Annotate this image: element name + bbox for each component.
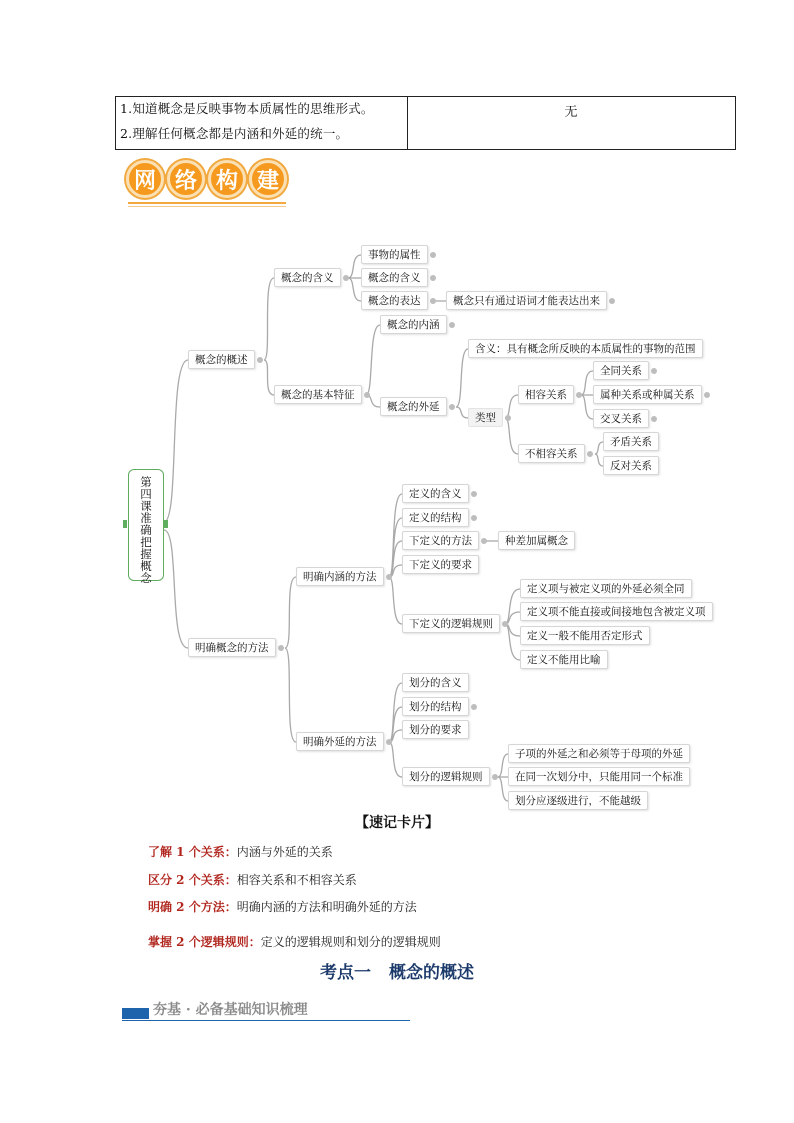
node-waiyan-ff xyxy=(296,732,384,751)
root-char: 课 xyxy=(140,499,152,513)
node-label: 矛盾关系 xyxy=(610,436,652,448)
node-hanyi2 xyxy=(361,268,428,287)
node-label: 种差加属概念 xyxy=(505,535,568,547)
card-line-text: 定义的逻辑规则和划分的逻辑规则 xyxy=(260,935,441,949)
node-shuxing xyxy=(361,245,428,264)
node-maodun xyxy=(603,432,659,451)
node-tezheng xyxy=(274,385,362,404)
root-char: 准 xyxy=(140,511,152,525)
card-line-text: 相容关系和不相容关系 xyxy=(236,873,357,887)
collapse-dot-icon xyxy=(502,621,508,627)
node-hf-yaoqiu xyxy=(402,720,469,739)
collapse-dot-icon xyxy=(471,491,477,497)
node-label: 定义不能用比喻 xyxy=(527,654,601,666)
section-title: 夯基 · 必备基础知识梳理 xyxy=(153,1002,308,1018)
node-xiangrong xyxy=(518,385,574,404)
collapse-dot-icon xyxy=(449,322,455,328)
root-char: 念 xyxy=(140,571,152,585)
node-label: 相容关系 xyxy=(525,389,567,401)
root-char: 第 xyxy=(140,475,152,489)
node-label: 概念的含义 xyxy=(368,272,421,284)
kaodian-title: 概念的概述 xyxy=(389,963,474,983)
collapse-dot-icon xyxy=(430,252,436,258)
section-underline xyxy=(122,1020,410,1021)
node-hf-hanyi xyxy=(402,673,469,692)
node-label: 下定义的要求 xyxy=(409,559,472,571)
node-label: 事物的属性 xyxy=(368,249,421,261)
node-label: 划分的结构 xyxy=(409,701,462,713)
node-hf-r2 xyxy=(508,767,690,786)
node-label: 不相容关系 xyxy=(525,448,578,460)
collapse-dot-icon xyxy=(430,298,436,304)
node-dy-r1 xyxy=(520,579,692,598)
node-label: 定义一般不能用否定形式 xyxy=(527,630,643,642)
collapse-dot-icon xyxy=(430,275,436,281)
node-label: 在同一次划分中，只能用同一个标准 xyxy=(515,771,683,783)
kaodian-heading xyxy=(0,958,794,983)
card-line-label: 了解 1 个关系： xyxy=(148,845,237,859)
node-biaoda xyxy=(361,291,428,310)
node-label: 概念的基本特征 xyxy=(281,389,355,401)
card-line-text: 明确内涵的方法和明确外延的方法 xyxy=(236,900,417,914)
node-label: 明确外延的方法 xyxy=(303,736,377,748)
collapse-dot-icon xyxy=(364,392,370,398)
node-buxiangrong xyxy=(518,444,585,463)
node-quantong xyxy=(593,361,649,380)
collapse-dot-icon xyxy=(343,275,349,281)
section-header xyxy=(122,999,410,1021)
card-line-3 xyxy=(148,898,417,915)
node-hf-jiegou xyxy=(402,697,469,716)
node-leixing xyxy=(468,408,503,427)
node-label: 类型 xyxy=(475,412,496,424)
root-char: 把 xyxy=(140,535,152,549)
node-label: 明确概念的方法 xyxy=(195,642,269,654)
card-line-label: 区分 2 个关系： xyxy=(148,873,237,887)
banner-char-2: 络 xyxy=(167,160,205,198)
kaodian-label: 考点一 xyxy=(320,963,371,983)
collapse-dot-icon xyxy=(471,704,477,710)
node-dy-guize xyxy=(402,614,500,633)
collapse-dot-icon xyxy=(257,357,263,363)
node-label: 概念的含义 xyxy=(281,272,334,284)
node-hf-r1 xyxy=(508,744,690,763)
mindmap-root xyxy=(128,469,164,585)
collapse-dot-icon xyxy=(651,416,657,422)
objective-line-2: 2.理解任何概念都是内涵和外延的统一。 xyxy=(120,126,349,141)
node-biaoda-note xyxy=(446,291,607,310)
node-neihan-ff xyxy=(296,567,384,586)
collapse-dot-icon xyxy=(704,392,710,398)
collapse-dot-icon xyxy=(609,298,615,304)
root-handle-right xyxy=(164,520,168,528)
node-fandui xyxy=(603,456,659,475)
collapse-dot-icon xyxy=(471,515,477,521)
node-waiyan-def xyxy=(468,339,703,358)
banner-char-1: 网 xyxy=(126,160,164,198)
root-handle-left xyxy=(123,520,127,528)
node-label: 子项的外延之和必须等于母项的外延 xyxy=(515,748,683,760)
card-line-1 xyxy=(148,843,333,860)
card-title: 【速记卡片】 xyxy=(355,815,439,831)
objective-line-1: 1.知道概念是反映事物本质属性的思维形式。 xyxy=(120,101,374,116)
collapse-dot-icon xyxy=(386,739,392,745)
node-fangfa xyxy=(188,638,276,657)
node-shuzhong xyxy=(593,385,702,404)
card-line-2 xyxy=(148,871,357,888)
collapse-dot-icon xyxy=(492,774,498,780)
node-label: 含义：具有概念所反映的本质属性的事物的范围 xyxy=(475,343,696,355)
node-label: 划分的含义 xyxy=(409,677,462,689)
node-dy-fangfa xyxy=(402,531,479,550)
node-label: 明确内涵的方法 xyxy=(303,571,377,583)
node-label: 划分应逐级进行，不能越级 xyxy=(515,795,641,807)
node-dy-fangfa-note xyxy=(498,531,575,550)
card-line-4 xyxy=(148,933,441,950)
root-char: 确 xyxy=(140,523,152,537)
node-dy-hanyi xyxy=(402,484,469,503)
node-gaiyao xyxy=(188,350,255,369)
node-label: 交叉关系 xyxy=(600,413,642,425)
node-waiyan xyxy=(380,397,447,416)
node-label: 划分的逻辑规则 xyxy=(409,771,483,783)
notes-value: 无 xyxy=(564,105,578,120)
node-label: 概念的内涵 xyxy=(387,319,440,331)
node-dy-r3 xyxy=(520,626,650,645)
node-dy-jiegou xyxy=(402,508,469,527)
root-char: 四 xyxy=(140,487,152,501)
banner-char-3: 构 xyxy=(208,160,246,198)
node-hf-guize xyxy=(402,767,490,786)
node-hanyi xyxy=(274,268,341,287)
collapse-dot-icon xyxy=(576,392,582,398)
collapse-dot-icon xyxy=(505,415,511,421)
node-label: 定义项与被定义项的外延必须全同 xyxy=(527,583,685,595)
node-label: 概念的外延 xyxy=(387,401,440,413)
collapse-dot-icon xyxy=(449,404,455,410)
card-line-text: 内涵与外延的关系 xyxy=(236,845,333,859)
collapse-dot-icon xyxy=(587,451,593,457)
collapse-dot-icon xyxy=(481,538,487,544)
node-label: 划分的要求 xyxy=(409,724,462,736)
root-char: 握 xyxy=(140,547,152,561)
node-label: 定义的结构 xyxy=(409,512,462,524)
node-dy-r4 xyxy=(520,650,608,669)
banner-char-4: 建 xyxy=(249,160,287,198)
node-neihan xyxy=(380,315,447,334)
node-jiaocha xyxy=(593,409,649,428)
node-label: 下定义的方法 xyxy=(409,535,472,547)
node-label: 概念的概述 xyxy=(195,354,248,366)
node-label: 定义项不能直接或间接地包含被定义项 xyxy=(527,606,706,618)
node-dy-r2 xyxy=(520,602,713,621)
card-line-label: 掌握 2 个逻辑规则： xyxy=(148,935,261,949)
card-line-label: 明确 2 个方法： xyxy=(148,900,237,914)
node-label: 概念只有通过语词才能表达出来 xyxy=(453,295,600,307)
section-bar-icon xyxy=(122,1008,149,1019)
root-char: 概 xyxy=(140,559,152,573)
node-label: 属种关系或种属关系 xyxy=(600,389,695,401)
collapse-dot-icon xyxy=(386,574,392,580)
node-dy-yaoqiu xyxy=(402,555,479,574)
node-hf-r3 xyxy=(508,791,648,810)
collapse-dot-icon xyxy=(651,368,657,374)
node-label: 下定义的逻辑规则 xyxy=(409,618,493,630)
node-label: 定义的含义 xyxy=(409,488,462,500)
node-label: 概念的表达 xyxy=(368,295,421,307)
collapse-dot-icon xyxy=(278,645,284,651)
node-label: 全同关系 xyxy=(600,365,642,377)
node-label: 反对关系 xyxy=(610,460,652,472)
